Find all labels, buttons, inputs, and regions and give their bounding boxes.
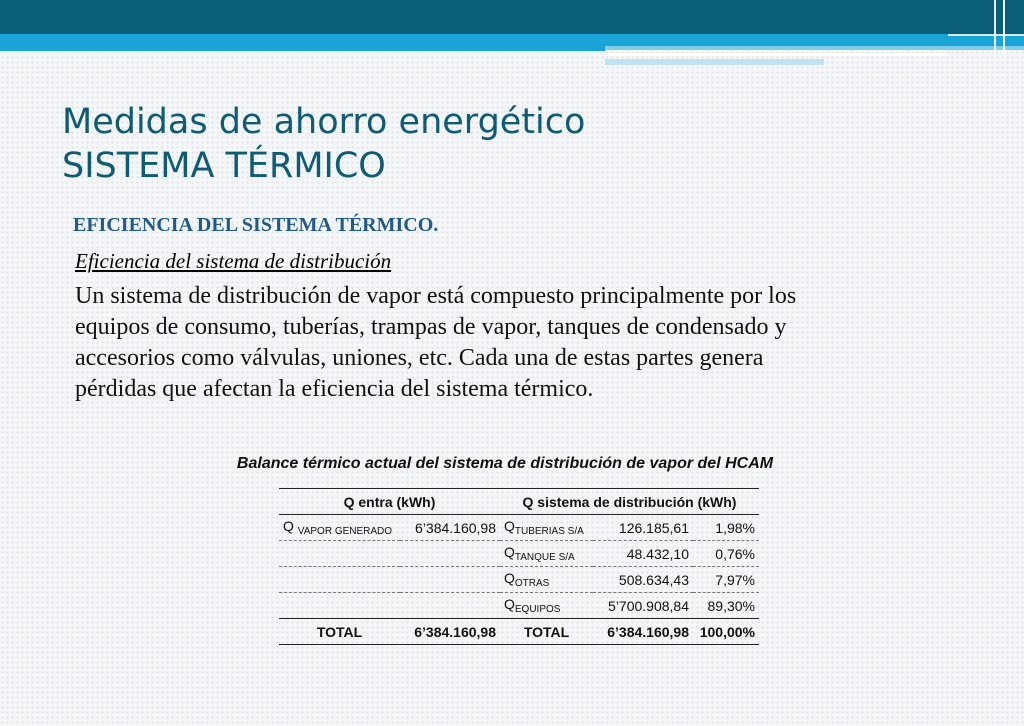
out-label-cell [500, 541, 593, 567]
body-paragraph [75, 281, 955, 405]
q-symbol: Q [504, 570, 515, 586]
in-label-cell [279, 541, 400, 567]
q-subscript: EQUIPOS [514, 604, 561, 615]
section-heading: EFICIENCIA DEL SISTEMA TÉRMICO. [73, 214, 439, 236]
corner-line [1003, 0, 1005, 58]
in-value-cell [400, 567, 500, 593]
table-header-row [279, 489, 759, 515]
paragraph-line: pérdidas que afectan la eficiencia del sistema térmico. [75, 376, 594, 402]
paragraph-line: accesorios como válvulas, uniones, etc. Cada una de estas partes genera [75, 345, 764, 371]
q-symbol: Q [504, 544, 515, 560]
total-out-value: 6’384.160,98 [593, 619, 693, 645]
q-symbol: Q [504, 596, 515, 612]
table-caption: Balance térmico actual del sistema de distribución de vapor del HCAM [236, 455, 774, 472]
out-label-cell [500, 515, 593, 541]
in-label-cell [279, 515, 400, 541]
out-value-cell: 508.634,43 [593, 567, 693, 593]
table-row [279, 593, 759, 619]
subheading: Eficiencia del sistema de distribución [75, 249, 392, 273]
in-value-cell [400, 593, 500, 619]
out-label-cell [500, 593, 593, 619]
q-subscript: TANQUE S/A [514, 552, 575, 563]
percent-cell: 1,98% [693, 515, 759, 541]
percent-cell: 7,97% [693, 567, 759, 593]
slide-title [62, 100, 585, 188]
header-q-out: Q sistema de distribución (kWh) [500, 489, 759, 515]
thermal-balance-table [279, 488, 759, 645]
out-value-cell: 126.185,61 [593, 515, 693, 541]
percent-cell: 89,30% [693, 593, 759, 619]
out-value-cell: 5’700.908,84 [593, 593, 693, 619]
in-value-cell: 6’384.160,98 [400, 515, 500, 541]
out-value-cell: 48.432,10 [593, 541, 693, 567]
header-corner-lines [948, 0, 1024, 58]
slide-title-line: Medidas de ahorro energético [62, 102, 586, 142]
header-stripe [605, 53, 948, 56]
paragraph-line: Un sistema de distribución de vapor está compuesto principalmente por los [75, 283, 797, 309]
percent-cell: 0,76% [693, 541, 759, 567]
header-q-in: Q entra (kWh) [279, 489, 500, 515]
table-row [279, 567, 759, 593]
q-subscript: TUBERIAS S/A [514, 526, 584, 537]
in-value-cell [400, 541, 500, 567]
total-out-label: TOTAL [500, 619, 593, 645]
table-row [279, 515, 759, 541]
header-stripe [605, 59, 824, 65]
q-symbol: Q [504, 518, 515, 534]
q-subscript: VAPOR GENERADO [297, 526, 393, 537]
total-in-label: TOTAL [279, 619, 400, 645]
in-label-cell [279, 567, 400, 593]
total-percent: 100,00% [693, 619, 759, 645]
header-stripe [0, 46, 605, 51]
in-label-cell [279, 593, 400, 619]
total-in-value: 6’384.160,98 [400, 619, 500, 645]
table-total-row [279, 619, 759, 645]
corner-line [994, 0, 996, 58]
q-symbol: Q [283, 518, 294, 534]
paragraph-line: equipos de consumo, tuberías, trampas de vapor, tanques de condensado y [75, 314, 787, 340]
table-row [279, 541, 759, 567]
q-subscript: OTRAS [514, 578, 550, 589]
out-label-cell [500, 567, 593, 593]
slide-subtitle-line: SISTEMA TÉRMICO [62, 146, 386, 186]
corner-line [948, 34, 1024, 36]
header-bar-dark [0, 0, 1024, 34]
header-bar-light [0, 34, 1024, 46]
